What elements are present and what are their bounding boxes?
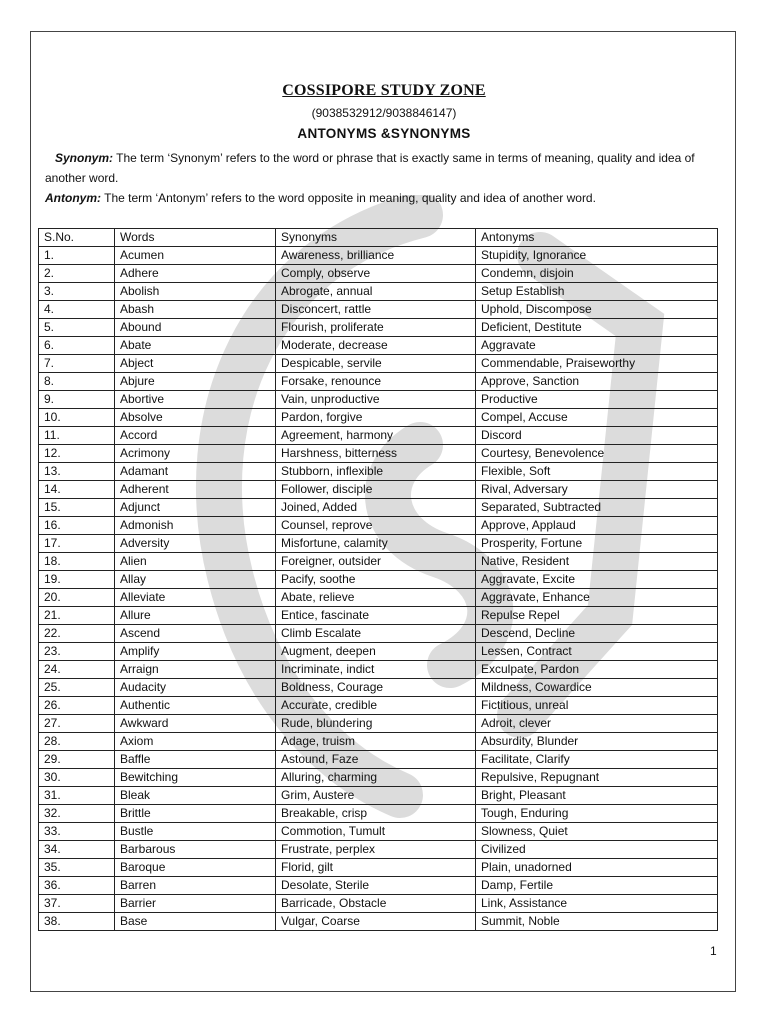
cell-sno: 5. (39, 319, 115, 337)
cell-synonyms: Counsel, reprove (276, 517, 476, 535)
cell-sno: 17. (39, 535, 115, 553)
table-row (39, 499, 718, 517)
cell-word: Abject (115, 355, 276, 373)
cell-sno: 16. (39, 517, 115, 535)
cell-synonyms: Comply, observe (276, 265, 476, 283)
cell-sno: 6. (39, 337, 115, 355)
cell-word: Abash (115, 301, 276, 319)
cell-synonyms: Florid, gilt (276, 859, 476, 877)
section-heading: ANTONYMS &SYNONYMS (297, 126, 471, 141)
table-row (39, 661, 718, 679)
table-row (39, 535, 718, 553)
cell-antonyms: Repulsive, Repugnant (476, 769, 718, 787)
cell-synonyms: Entice, fascinate (276, 607, 476, 625)
cell-word: Adjunct (115, 499, 276, 517)
cell-synonyms: Climb Escalate (276, 625, 476, 643)
cell-sno: 14. (39, 481, 115, 499)
cell-synonyms: Moderate, decrease (276, 337, 476, 355)
cell-sno: 32. (39, 805, 115, 823)
cell-word: Bewitching (115, 769, 276, 787)
cell-antonyms: Plain, unadorned (476, 859, 718, 877)
table-row (39, 697, 718, 715)
cell-synonyms: Incriminate, indict (276, 661, 476, 679)
table-row (39, 301, 718, 319)
table-row (39, 805, 718, 823)
column-header-words: Words (115, 229, 276, 247)
cell-sno: 36. (39, 877, 115, 895)
cell-antonyms: Commendable, Praiseworthy (476, 355, 718, 373)
cell-word: Allure (115, 607, 276, 625)
cell-word: Baffle (115, 751, 276, 769)
cell-antonyms: Link, Assistance (476, 895, 718, 913)
cell-antonyms: Exculpate, Pardon (476, 661, 718, 679)
cell-word: Ascend (115, 625, 276, 643)
cell-sno: 1. (39, 247, 115, 265)
cell-word: Adherent (115, 481, 276, 499)
cell-sno: 2. (39, 265, 115, 283)
cell-sno: 33. (39, 823, 115, 841)
table-header-row (39, 229, 718, 247)
cell-synonyms: Stubborn, inflexible (276, 463, 476, 481)
table-row (39, 913, 718, 931)
cell-antonyms: Flexible, Soft (476, 463, 718, 481)
cell-sno: 3. (39, 283, 115, 301)
synonym-label: Synonym: (55, 151, 114, 165)
cell-antonyms: Native, Resident (476, 553, 718, 571)
page-title: COSSIPORE STUDY ZONE (282, 82, 486, 99)
synonym-definition (45, 148, 725, 188)
cell-synonyms: Despicable, servile (276, 355, 476, 373)
antonym-definition (45, 188, 725, 208)
cell-word: Barrier (115, 895, 276, 913)
cell-antonyms: Stupidity, Ignorance (476, 247, 718, 265)
cell-word: Baroque (115, 859, 276, 877)
cell-synonyms: Joined, Added (276, 499, 476, 517)
table-row (39, 391, 718, 409)
table-row (39, 337, 718, 355)
cell-synonyms: Follower, disciple (276, 481, 476, 499)
cell-word: Alleviate (115, 589, 276, 607)
cell-word: Barren (115, 877, 276, 895)
cell-sno: 7. (39, 355, 115, 373)
table-row (39, 409, 718, 427)
cell-synonyms: Forsake, renounce (276, 373, 476, 391)
cell-synonyms: Breakable, crisp (276, 805, 476, 823)
cell-word: Alien (115, 553, 276, 571)
table-row (39, 247, 718, 265)
table-row (39, 895, 718, 913)
table-row (39, 643, 718, 661)
table-row (39, 841, 718, 859)
cell-sno: 15. (39, 499, 115, 517)
cell-sno: 35. (39, 859, 115, 877)
cell-synonyms: Flourish, proliferate (276, 319, 476, 337)
table-row (39, 517, 718, 535)
page-number: 1 (710, 944, 717, 958)
cell-sno: 38. (39, 913, 115, 931)
table-row (39, 715, 718, 733)
cell-word: Axiom (115, 733, 276, 751)
cell-antonyms: Mildness, Cowardice (476, 679, 718, 697)
cell-word: Authentic (115, 697, 276, 715)
table-row (39, 265, 718, 283)
cell-antonyms: Compel, Accuse (476, 409, 718, 427)
cell-antonyms: Tough, Enduring (476, 805, 718, 823)
cell-sno: 23. (39, 643, 115, 661)
cell-word: Absolve (115, 409, 276, 427)
column-header-antonyms: Antonyms (476, 229, 718, 247)
table-row (39, 445, 718, 463)
table-row (39, 427, 718, 445)
cell-word: Barbarous (115, 841, 276, 859)
cell-antonyms: Fictitious, unreal (476, 697, 718, 715)
antonym-text: The term ‘Antonym’ refers to the word opposite in meaning, quality and idea of another word. (101, 191, 596, 205)
table-row (39, 553, 718, 571)
table-row (39, 859, 718, 877)
cell-synonyms: Barricade, Obstacle (276, 895, 476, 913)
cell-synonyms: Disconcert, rattle (276, 301, 476, 319)
column-header-sno: S.No. (39, 229, 115, 247)
table-row (39, 769, 718, 787)
cell-sno: 18. (39, 553, 115, 571)
cell-antonyms: Aggravate, Excite (476, 571, 718, 589)
cell-word: Abound (115, 319, 276, 337)
cell-sno: 19. (39, 571, 115, 589)
cell-word: Adamant (115, 463, 276, 481)
cell-sno: 13. (39, 463, 115, 481)
cell-sno: 30. (39, 769, 115, 787)
cell-antonyms: Absurdity, Blunder (476, 733, 718, 751)
cell-word: Awkward (115, 715, 276, 733)
cell-synonyms: Abrogate, annual (276, 283, 476, 301)
cell-antonyms: Damp, Fertile (476, 877, 718, 895)
cell-word: Bustle (115, 823, 276, 841)
table-body (39, 247, 718, 931)
table-row (39, 283, 718, 301)
cell-antonyms: Rival, Adversary (476, 481, 718, 499)
cell-synonyms: Vain, unproductive (276, 391, 476, 409)
cell-word: Abortive (115, 391, 276, 409)
phone-numbers: (9038532912/9038846147) (311, 106, 457, 120)
cell-antonyms: Productive (476, 391, 718, 409)
table-row (39, 733, 718, 751)
cell-synonyms: Abate, relieve (276, 589, 476, 607)
synonym-text: The term ‘Synonym’ refers to the word or phrase that is exactly same in terms of meaning, quality and idea of another word. (45, 151, 695, 185)
cell-synonyms: Frustrate, perplex (276, 841, 476, 859)
table-row (39, 625, 718, 643)
cell-word: Arraign (115, 661, 276, 679)
cell-antonyms: Aggravate, Enhance (476, 589, 718, 607)
cell-synonyms: Harshness, bitterness (276, 445, 476, 463)
cell-antonyms: Summit, Noble (476, 913, 718, 931)
cell-antonyms: Adroit, clever (476, 715, 718, 733)
cell-antonyms: Deficient, Destitute (476, 319, 718, 337)
cell-antonyms: Bright, Pleasant (476, 787, 718, 805)
cell-antonyms: Descend, Decline (476, 625, 718, 643)
cell-word: Brittle (115, 805, 276, 823)
cell-word: Adhere (115, 265, 276, 283)
cell-synonyms: Boldness, Courage (276, 679, 476, 697)
cell-synonyms: Astound, Faze (276, 751, 476, 769)
cell-sno: 4. (39, 301, 115, 319)
cell-sno: 28. (39, 733, 115, 751)
table-row (39, 877, 718, 895)
cell-antonyms: Approve, Sanction (476, 373, 718, 391)
cell-antonyms: Setup Establish (476, 283, 718, 301)
table-row (39, 373, 718, 391)
table-row (39, 787, 718, 805)
table-row (39, 823, 718, 841)
cell-synonyms: Adage, truism (276, 733, 476, 751)
cell-antonyms: Separated, Subtracted (476, 499, 718, 517)
cell-sno: 34. (39, 841, 115, 859)
cell-word: Adversity (115, 535, 276, 553)
words-table (38, 228, 718, 931)
cell-word: Allay (115, 571, 276, 589)
cell-sno: 25. (39, 679, 115, 697)
cell-synonyms: Rude, blundering (276, 715, 476, 733)
cell-antonyms: Courtesy, Benevolence (476, 445, 718, 463)
cell-antonyms: Approve, Applaud (476, 517, 718, 535)
table-row (39, 607, 718, 625)
table-row (39, 679, 718, 697)
cell-synonyms: Pacify, soothe (276, 571, 476, 589)
cell-word: Audacity (115, 679, 276, 697)
cell-antonyms: Lessen, Contract (476, 643, 718, 661)
cell-word: Abjure (115, 373, 276, 391)
cell-word: Admonish (115, 517, 276, 535)
cell-word: Abolish (115, 283, 276, 301)
cell-synonyms: Commotion, Tumult (276, 823, 476, 841)
cell-antonyms: Uphold, Discompose (476, 301, 718, 319)
cell-synonyms: Misfortune, calamity (276, 535, 476, 553)
cell-antonyms: Condemn, disjoin (476, 265, 718, 283)
table-row (39, 355, 718, 373)
antonym-label: Antonym: (45, 191, 101, 205)
cell-sno: 12. (39, 445, 115, 463)
cell-word: Accord (115, 427, 276, 445)
cell-word: Base (115, 913, 276, 931)
cell-sno: 20. (39, 589, 115, 607)
cell-antonyms: Discord (476, 427, 718, 445)
cell-synonyms: Alluring, charming (276, 769, 476, 787)
table-row (39, 751, 718, 769)
cell-sno: 31. (39, 787, 115, 805)
cell-sno: 8. (39, 373, 115, 391)
column-header-synonyms: Synonyms (276, 229, 476, 247)
cell-synonyms: Desolate, Sterile (276, 877, 476, 895)
cell-sno: 9. (39, 391, 115, 409)
cell-sno: 10. (39, 409, 115, 427)
cell-synonyms: Augment, deepen (276, 643, 476, 661)
table-row (39, 571, 718, 589)
cell-antonyms: Repulse Repel (476, 607, 718, 625)
cell-word: Abate (115, 337, 276, 355)
cell-word: Acumen (115, 247, 276, 265)
table-row (39, 589, 718, 607)
cell-sno: 37. (39, 895, 115, 913)
cell-sno: 29. (39, 751, 115, 769)
table-row (39, 481, 718, 499)
cell-word: Acrimony (115, 445, 276, 463)
cell-synonyms: Pardon, forgive (276, 409, 476, 427)
cell-synonyms: Accurate, credible (276, 697, 476, 715)
cell-sno: 22. (39, 625, 115, 643)
cell-sno: 26. (39, 697, 115, 715)
cell-antonyms: Facilitate, Clarify (476, 751, 718, 769)
cell-synonyms: Vulgar, Coarse (276, 913, 476, 931)
cell-antonyms: Slowness, Quiet (476, 823, 718, 841)
cell-synonyms: Awareness, brilliance (276, 247, 476, 265)
cell-antonyms: Aggravate (476, 337, 718, 355)
cell-sno: 11. (39, 427, 115, 445)
cell-synonyms: Grim, Austere (276, 787, 476, 805)
cell-sno: 21. (39, 607, 115, 625)
cell-word: Bleak (115, 787, 276, 805)
cell-antonyms: Civilized (476, 841, 718, 859)
table-row (39, 319, 718, 337)
cell-synonyms: Foreigner, outsider (276, 553, 476, 571)
cell-sno: 27. (39, 715, 115, 733)
cell-synonyms: Agreement, harmony (276, 427, 476, 445)
cell-antonyms: Prosperity, Fortune (476, 535, 718, 553)
cell-word: Amplify (115, 643, 276, 661)
table-row (39, 463, 718, 481)
cell-sno: 24. (39, 661, 115, 679)
